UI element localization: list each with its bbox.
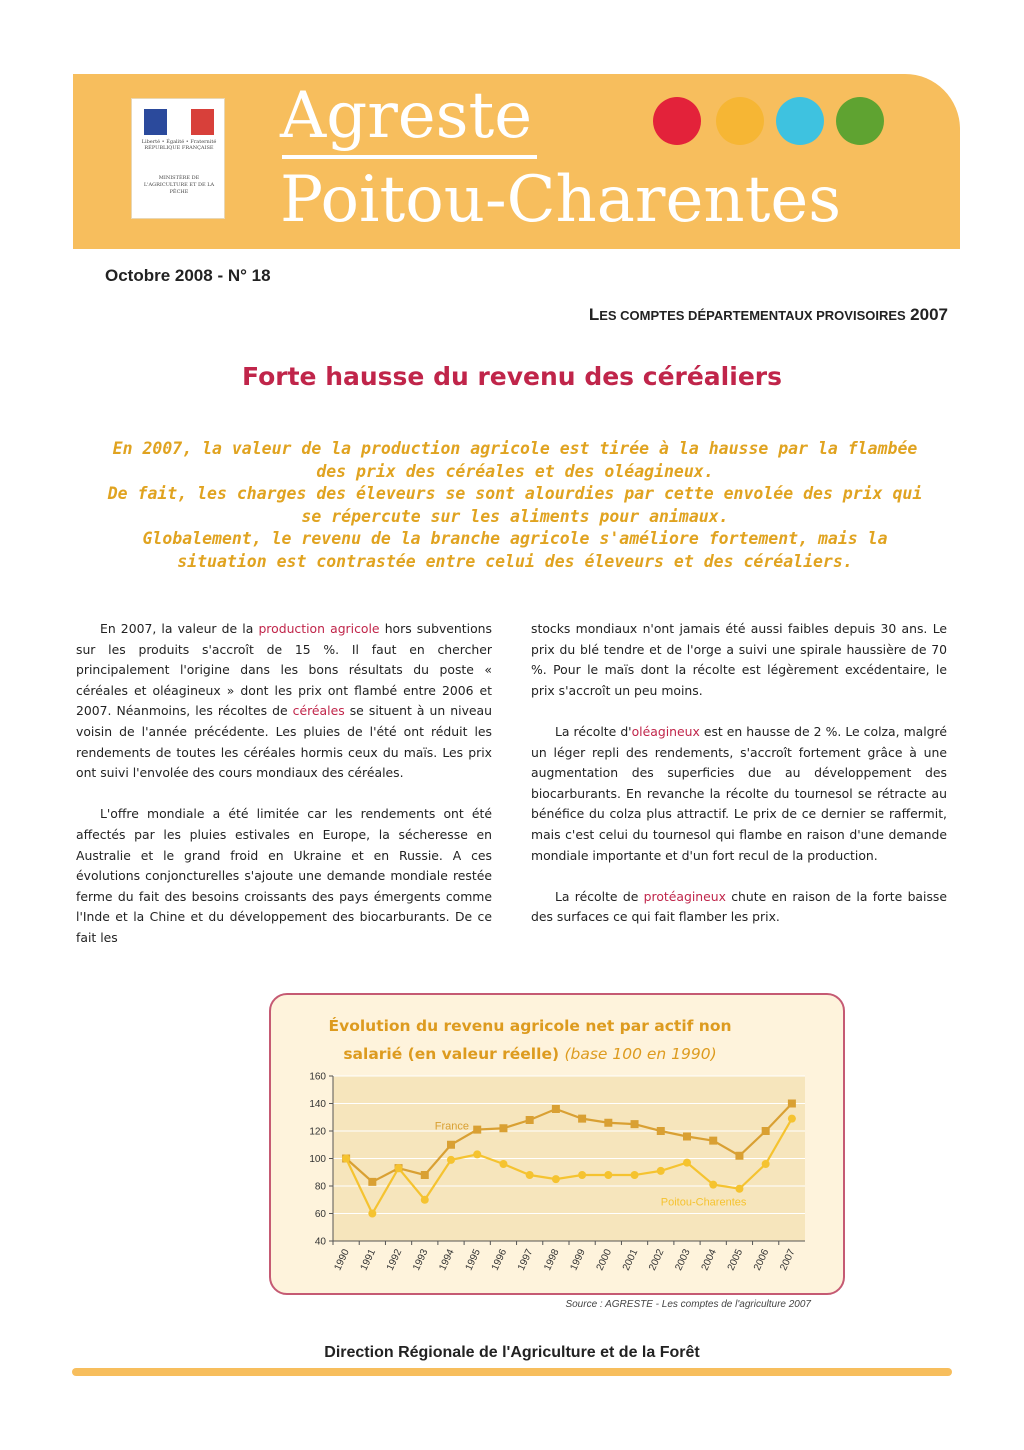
x-tick-label: 1996: [489, 1247, 510, 1273]
data-point-france: [421, 1171, 429, 1179]
y-tick-label: 60: [314, 1209, 326, 1220]
series-initial: L: [588, 305, 600, 324]
series-label-poitou-charentes: Poitou-Charentes: [660, 1196, 747, 1209]
link-proteagineux[interactable]: protéagineux: [643, 888, 726, 904]
x-tick-label: 1993: [411, 1247, 431, 1273]
body-column-left: [76, 619, 492, 969]
data-point-france: [788, 1100, 796, 1108]
x-tick-label: 1994: [437, 1247, 457, 1273]
data-point-poitou-charentes: [499, 1160, 507, 1168]
x-tick-label: 2007: [778, 1247, 798, 1273]
text-run: La récolte de: [555, 888, 644, 904]
data-point-poitou-charentes: [683, 1159, 691, 1167]
x-tick-label: 1990: [332, 1247, 352, 1273]
y-tick-label: 160: [309, 1071, 326, 1083]
text-run: En 2007, la valeur de la: [100, 621, 259, 636]
series-label-france: France: [434, 1120, 470, 1133]
text-run: chute en raison de la forte baisse des surfaces ce qui fait flamber les prix.: [531, 888, 948, 925]
issue-number: Octobre 2008 - N° 18: [105, 266, 271, 285]
x-tick-label: 2003: [673, 1247, 693, 1273]
x-tick-label: 2000: [594, 1247, 615, 1273]
data-point-france: [683, 1133, 691, 1141]
series-title: [589, 305, 948, 325]
brand-underline: [282, 155, 537, 159]
left-paragraph-1: [76, 619, 492, 784]
red-dot-icon: [653, 97, 701, 145]
y-tick-label: 140: [309, 1099, 326, 1110]
blue-dot-icon: [776, 97, 824, 145]
data-point-poitou-charentes: [735, 1185, 743, 1193]
data-point-france: [526, 1116, 534, 1124]
y-tick-label: 80: [314, 1181, 326, 1193]
link-oleagineux[interactable]: oléagineux: [631, 723, 700, 739]
footer-direction: Direction Régionale de l'Agriculture et de la Forêt: [324, 1344, 700, 1361]
y-tick-label: 40: [314, 1236, 326, 1248]
data-point-france: [368, 1178, 376, 1186]
data-point-poitou-charentes: [657, 1167, 665, 1175]
ministry-logo: [131, 98, 225, 219]
x-tick-label: 2005: [725, 1247, 746, 1273]
x-tick-label: 2001: [620, 1247, 641, 1273]
right-paragraph-3: [531, 887, 947, 928]
logo-ministry-text: MINISTÈRE DE L'AGRICULTURE ET DE LA PÊCHE: [143, 175, 215, 195]
text-run: est en hausse de 2 %. Le colza, malgré un léger repli des rendements, s'accroît fortement grâce à une augmentation des superficies due au développement des biocarburants. En revanche la récolte du tournesol se rétracte au bénéfice du colza plus attractif. Le prix de ce dernier se raffermit, mais c'est celui du tournesol qui flambe en raison d'une demande mondiale importante et d'un fort recul de la production.: [531, 723, 947, 863]
revenue-line-chart: [290, 1063, 820, 1295]
data-point-france: [604, 1119, 612, 1127]
chart-title-note: (base 100 en 1990): [564, 1045, 717, 1063]
x-tick-label: 1997: [516, 1247, 536, 1273]
y-tick-label: 100: [309, 1154, 326, 1165]
x-tick-label: 1999: [568, 1247, 588, 1273]
tricolor-flag-icon: [144, 109, 214, 135]
data-point-france: [709, 1137, 717, 1145]
data-point-france: [473, 1126, 481, 1134]
y-tick-label: 120: [309, 1126, 326, 1138]
chart-title-line1: Évolution du revenu agricole net par actif non: [328, 1017, 732, 1035]
data-point-poitou-charentes: [342, 1155, 350, 1163]
x-tick-label: 1995: [463, 1247, 483, 1273]
data-point-france: [735, 1152, 743, 1160]
right-paragraph-2: [531, 722, 947, 866]
text-run: La récolte d': [555, 723, 632, 739]
lead-paragraph: [95, 438, 935, 573]
brand-title-line2: Poitou-Charentes: [280, 163, 842, 237]
x-tick-label: 1992: [384, 1247, 405, 1273]
x-tick-label: 1998: [542, 1247, 562, 1273]
link-production-agricole[interactable]: production agricole: [258, 621, 380, 636]
data-point-poitou-charentes: [526, 1171, 534, 1179]
series-year: 2007: [910, 305, 948, 324]
data-point-france: [631, 1120, 639, 1128]
data-point-poitou-charentes: [447, 1156, 455, 1164]
data-point-poitou-charentes: [788, 1115, 796, 1123]
data-point-france: [657, 1127, 665, 1135]
chart-source: Source : AGRESTE - Les comptes de l'agriculture 2007: [565, 1299, 811, 1310]
data-point-poitou-charentes: [709, 1181, 717, 1189]
body-column-right: [531, 619, 947, 949]
data-point-france: [552, 1105, 560, 1113]
data-point-poitou-charentes: [604, 1171, 612, 1179]
data-point-poitou-charentes: [473, 1150, 481, 1158]
data-point-poitou-charentes: [762, 1160, 770, 1168]
brand-title-line1: Agreste: [280, 79, 533, 153]
x-tick-label: 1991: [358, 1247, 379, 1273]
right-paragraph-1: stocks mondiaux n'ont jamais été aussi faibles depuis 30 ans. Le prix du blé tendre et de l'orge a suivi une spirale haussière de 70 %. Pour le maïs dont la récolte est légèrement excédentaire, le prix s'accroît un peu moins.: [531, 621, 947, 698]
lead-line-1: En 2007, la valeur de la production agricole est tirée à la hausse par la flambée des prix des céréales et des oléagineux.: [112, 439, 918, 481]
text-run: se situent à un niveau voisin de l'année précédente. Les pluies de l'été ont réduit les rendements de toutes les céréales hormis ceux du maïs. Les prix ont suivi l'envolée des cours mondiaux des céréales.: [76, 703, 492, 781]
green-dot-icon: [836, 97, 884, 145]
data-point-france: [762, 1127, 770, 1135]
chart-title-line2: salarié (en valeur réelle): [343, 1045, 560, 1063]
data-point-poitou-charentes: [631, 1171, 639, 1179]
link-cereales[interactable]: céréales: [292, 703, 345, 719]
x-tick-label: 2006: [752, 1247, 772, 1273]
chart-title: [290, 1012, 770, 1068]
page-headline: Forte hausse du revenu des céréaliers: [242, 362, 782, 391]
data-point-poitou-charentes: [368, 1210, 376, 1218]
data-point-france: [447, 1141, 455, 1149]
footer-rule: [72, 1368, 952, 1376]
data-point-france: [578, 1115, 586, 1123]
data-point-france: [499, 1124, 507, 1132]
data-point-poitou-charentes: [578, 1171, 586, 1179]
orange-dot-icon: [716, 97, 764, 145]
lead-line-2: De fait, les charges des éleveurs se sont alourdies par cette envolée des prix qui se répercute sur les aliments pour animaux.: [107, 484, 923, 526]
data-point-poitou-charentes: [395, 1164, 403, 1172]
data-point-poitou-charentes: [552, 1175, 560, 1183]
x-tick-label: 2004: [699, 1247, 719, 1273]
text-run: hors subventions sur les produits s'accroît de 15 %. Il faut en chercher principalement l'origine dans les bons résultats du poste « céréales et oléagineux » dont les prix ont flambé entre 2006 et 2007. Néanmoins, les récoltes de: [76, 621, 492, 719]
data-point-poitou-charentes: [421, 1196, 429, 1204]
series-rest: ES COMPTES DÉPARTEMENTAUX PROVISOIRES: [599, 308, 906, 323]
x-tick-label: 2002: [647, 1247, 667, 1273]
left-paragraph-2: L'offre mondiale a été limitée car les rendements ont été affectés par les pluies estivales en Europe, la sécheresse en Australie et le grand froid en Ukraine et en Russie. A ces évolutions conjoncturelles s'ajoute une demande mondiale restée ferme du fait des besoins croissants des pays émergents comme l'Inde et la Chine et du développement des biocarburants. De ce fait les: [76, 806, 492, 945]
logo-republic-text: Liberté • Égalité • Fraternité RÉPUBLIQUE FRANÇAISE: [141, 139, 217, 151]
lead-line-3: Globalement, le revenu de la branche agricole s'améliore fortement, mais la situation est contrastée entre celui des éleveurs et des céréaliers.: [142, 529, 888, 571]
